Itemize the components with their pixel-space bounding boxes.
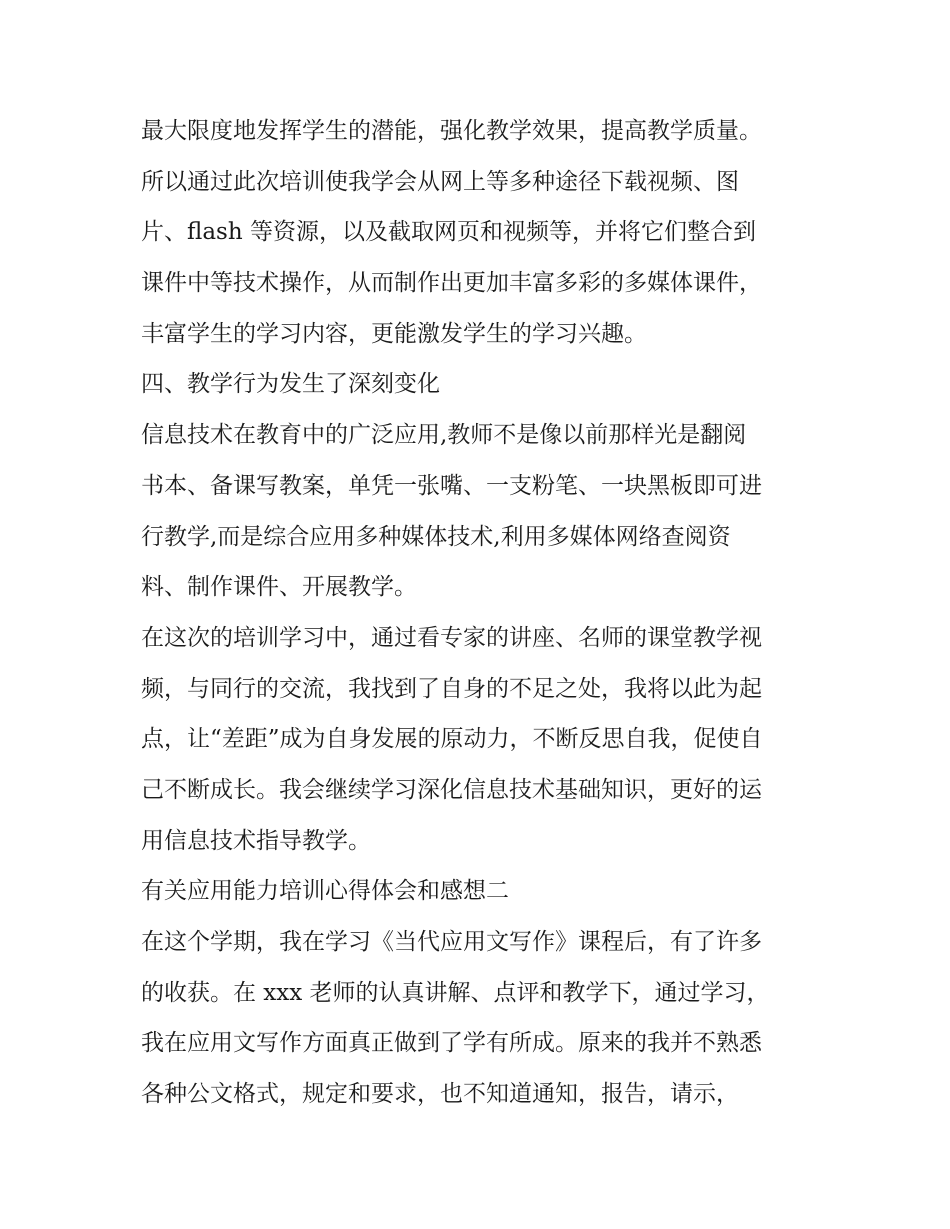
- text-line: 的收获。在 xxx 老师的认真讲解、点评和教学下，通过学习，: [141, 979, 770, 1006]
- text-line: 在这次的培训学习中，通过看专家的讲座、名师的课堂教学视: [141, 624, 762, 651]
- text-line: 行教学,而是综合应用多种媒体技术,利用多媒体网络查阅资: [141, 523, 731, 550]
- text-line: 课件中等技术操作，从而制作出更加丰富多彩的多媒体课件，: [141, 270, 762, 297]
- text-line: 书本、备课写教案，单凭一张嘴、一支粉笔、一块黑板即可进: [141, 472, 762, 499]
- text-line: 信息技术在教育中的广泛应用,教师不是像以前那样光是翻阅: [141, 422, 747, 449]
- text-line: 最大限度地发挥学生的潜能，强化教学效果，提高教学质量。: [141, 118, 762, 144]
- document-body: [141, 106, 821, 1120]
- text-line: 点，让“差距”成为自身发展的原动力，不断反思自我，促使自: [141, 726, 763, 753]
- text-line: 片、flash 等资源，以及截取网页和视频等，并将它们整合到: [141, 219, 756, 246]
- article-title: 有关应用能力培训心得体会和感想二: [141, 878, 509, 905]
- text-line: 在这个学期，我在学习《当代应用文写作》课程后，有了许多: [141, 929, 762, 955]
- text-line: 己不断成长。我会继续学习深化信息技术基础知识，更好的运: [141, 776, 762, 803]
- text-line: 我在应用文写作方面真正做到了学有所成。原来的我并不熟悉: [141, 1030, 762, 1057]
- text-line: 用信息技术指导教学。: [141, 827, 371, 854]
- text-line: 频，与同行的交流，我找到了自身的不足之处，我将以此为起: [141, 675, 762, 702]
- text-line: 各种公文格式，规定和要求，也不知道通知，报告，请示，: [141, 1081, 739, 1108]
- text-line: 所以通过此次培训使我学会从网上等多种途径下载视频、图: [141, 168, 739, 195]
- section-heading: 四、教学行为发生了深刻变化: [141, 371, 440, 398]
- text-line: 料、制作课件、开展教学。: [141, 574, 417, 601]
- text-line: 丰富学生的学习内容，更能激发学生的学习兴趣。: [141, 320, 647, 347]
